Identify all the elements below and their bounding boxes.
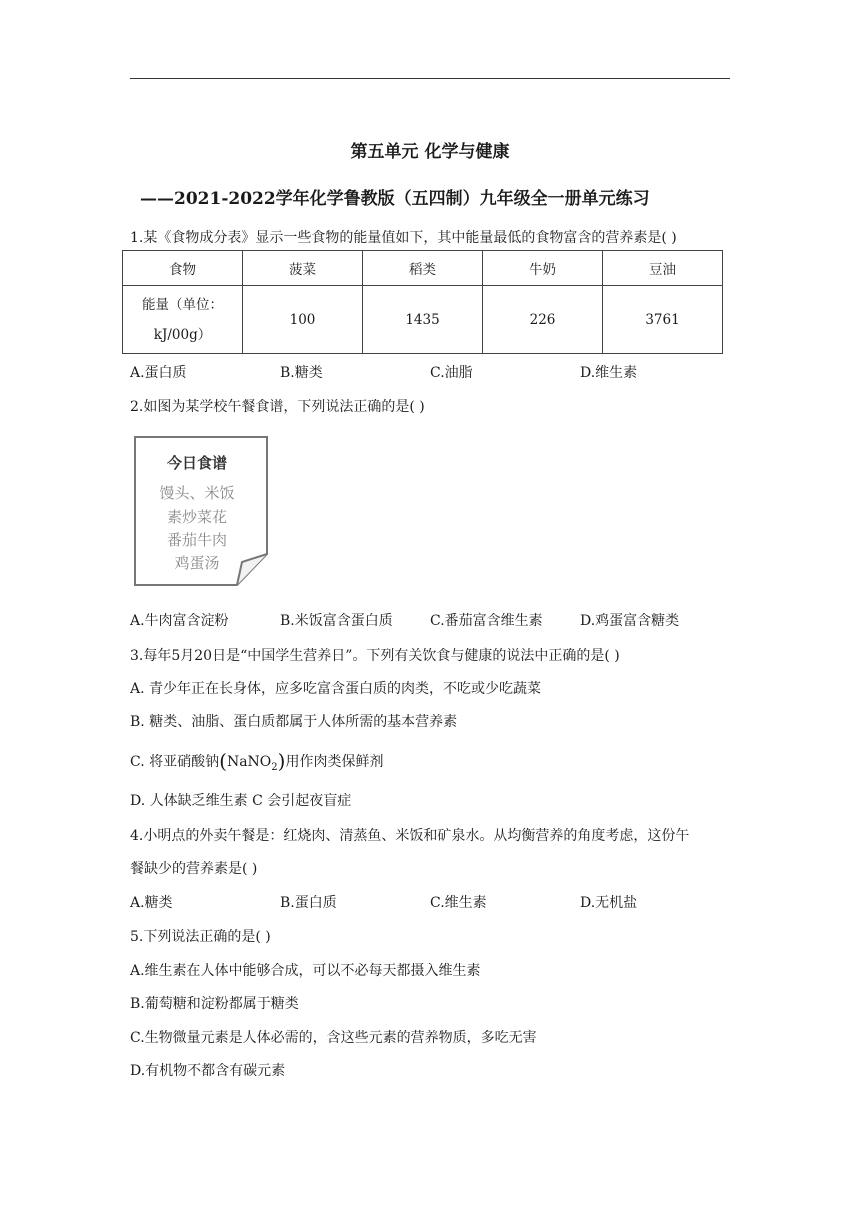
table-header-cell: 牛奶: [483, 251, 603, 286]
table-header-cell: 菠菜: [243, 251, 363, 286]
q5-option-b: B.葡萄糖和淀粉都属于糖类: [130, 996, 299, 1012]
q3-option-d: D. 人体缺乏维生素 C 会引起夜盲症: [130, 793, 352, 809]
q1-option-c: C.油脂: [430, 365, 473, 381]
q5-option-c: C.生物微量元素是人体必需的，含这些元素的营养物质，多吃无害: [130, 1030, 537, 1046]
q2-option-a: A.牛肉富含淀粉: [130, 613, 229, 629]
q1-option-a: A.蛋白质: [130, 365, 187, 381]
q2-option-b: B.米饭富含蛋白质: [280, 613, 393, 629]
unit-subtitle: ——2021-2022学年化学鲁教版（五四制）九年级全一册单元练习: [140, 189, 650, 209]
menu-title: 今日食谱: [166, 454, 227, 472]
q3-option-a: A. 青少年正在长身体，应多吃富含蛋白质的肉类，不吃或少吃蔬菜: [130, 681, 542, 697]
q2-option-c: C.番茄富含维生素: [430, 613, 543, 629]
q2-option-d: D.鸡蛋富含糖类: [580, 613, 680, 629]
table-header-cell: 豆油: [603, 251, 723, 286]
q3-formula-subscript: 2: [271, 761, 278, 773]
question-5-stem: 5.下列说法正确的是( ): [130, 929, 271, 945]
energy-label-line-2: kJ/00g）: [153, 326, 212, 343]
energy-label-line-1: 能量（单位：: [142, 296, 223, 313]
q4-option-a: A.糖类: [130, 895, 173, 911]
table-cell: 100: [243, 286, 363, 354]
table-cell: 1435: [363, 286, 483, 354]
menu-card-image: [134, 436, 268, 586]
header-rule: [130, 78, 730, 79]
energy-row-label: [123, 286, 243, 354]
q3-option-c: C. 将亚硝酸钠(NaNO$_2$)用作肉类保鲜剂: [130, 749, 384, 773]
menu-item: 素炒菜花: [166, 508, 227, 526]
q3-option-c-prefix: C. 将亚硝酸钠: [130, 754, 220, 770]
q4-option-b: B.蛋白质: [280, 895, 337, 911]
question-4-stem-line-2: 餐缺少的营养素是( ): [130, 861, 258, 877]
question-3-stem: 3.每年5月20日是“中国学生营养日”。下列有关饮食与健康的说法中正确的是( ): [130, 648, 620, 664]
table-cell: 3761: [603, 286, 723, 354]
table-header-row: [123, 251, 723, 286]
unit-title: 第五单元 化学与健康: [350, 142, 510, 162]
q1-option-b: B.糖类: [280, 365, 323, 381]
q4-option-c: C.维生素: [430, 895, 487, 911]
question-2-stem: 2.如图为某学校午餐食谱，下列说法正确的是( ): [130, 399, 425, 415]
q4-option-d: D.无机盐: [580, 895, 638, 911]
table-cell: 226: [483, 286, 603, 354]
question-4-stem-line-1: 4.小明点的外卖午餐是：红烧肉、清蒸鱼、米饭和矿泉水。从均衡营养的角度考虑，这份午: [130, 828, 690, 844]
table-header-cell: 稻类: [363, 251, 483, 286]
q5-option-d: D.有机物不都含有碳元素: [130, 1063, 286, 1079]
q3-formula: NaNO: [226, 754, 272, 770]
menu-item: 馒头、米饭: [159, 484, 235, 502]
q3-option-b: B. 糖类、油脂、蛋白质都属于人体所需的基本营养素: [130, 714, 458, 730]
menu-item: 番茄牛肉: [166, 531, 227, 549]
q3-option-c-tail: 用作肉类保鲜剂: [285, 754, 384, 770]
table-header-cell: 食物: [123, 251, 243, 286]
table-row: [123, 286, 723, 354]
question-1-stem: 1.某《食物成分表》显示一些食物的能量值如下，其中能量最低的食物富含的营养素是( ): [130, 230, 677, 246]
q5-option-a: A.维生素在人体中能够合成，可以不必每天都摄入维生素: [130, 963, 481, 979]
menu-item: 鸡蛋汤: [174, 554, 220, 572]
q1-option-d: D.维生素: [580, 365, 638, 381]
food-energy-table: [122, 250, 723, 354]
